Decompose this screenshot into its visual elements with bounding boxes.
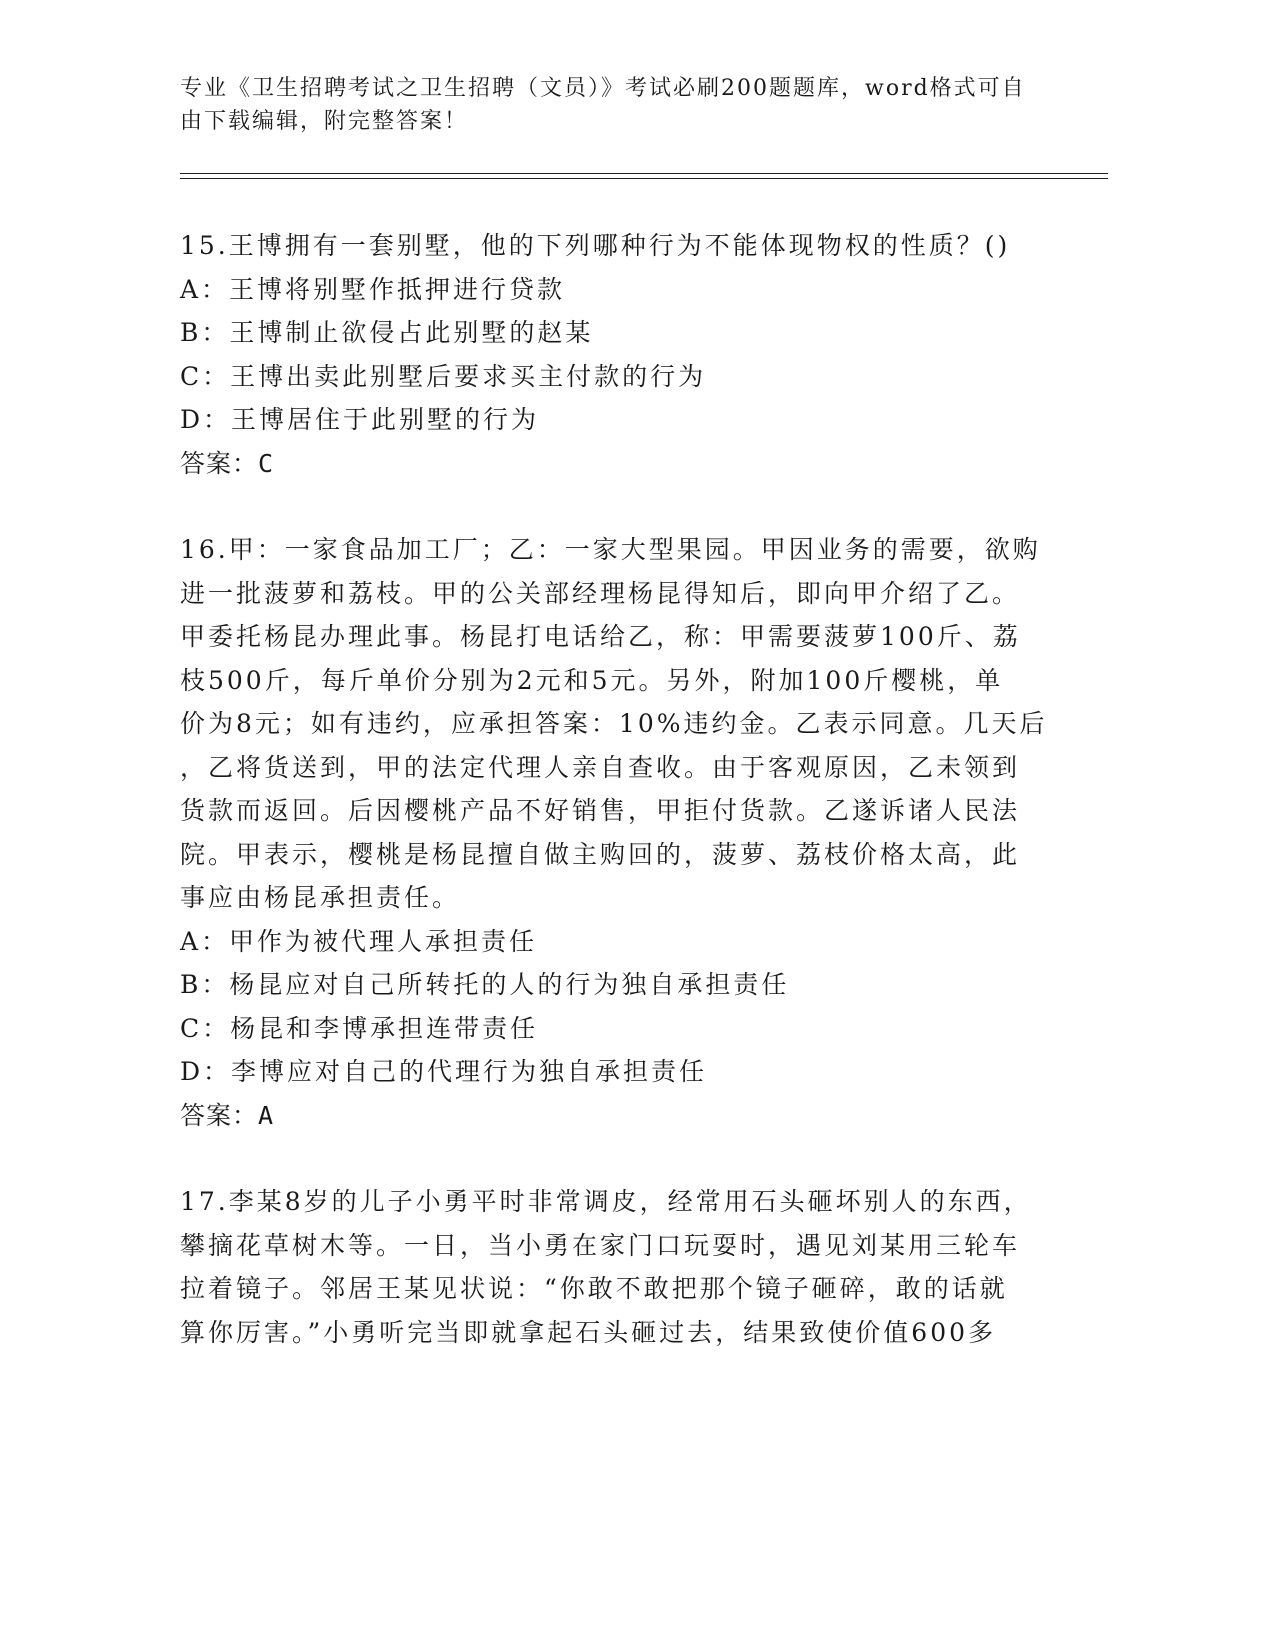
document-header <box>180 72 1040 138</box>
question-stem-line: 枝500斤，每斤单价分别为2元和5元。另外，附加100斤樱桃，单 <box>180 665 1004 695</box>
question-stem-line: 甲委托杨昆办理此事。杨昆打电话给乙，称：甲需要菠萝100斤、荔 <box>180 622 1021 651</box>
question-stem-line: 事应由杨昆承担责任。 <box>180 883 461 912</box>
answer-option: B：杨昆应对自己所转托的人的行为独自承担责任 <box>180 970 790 999</box>
answer-option: B：王博制止欲侵占此别墅的赵某 <box>180 318 594 347</box>
header-divider-bottom <box>180 178 1108 179</box>
answer-option: A：王博将别墅作抵押进行贷款 <box>180 274 566 304</box>
answer-option: C：王博出卖此别墅后要求买主付款的行为 <box>180 361 707 391</box>
question-stem-line: 货款而返回。后因樱桃产品不好销售，甲拒付货款。乙遂诉诸人民法 <box>180 796 1021 825</box>
answer-option: D：李博应对自己的代理行为独自承担责任 <box>180 1057 708 1086</box>
header-divider-top <box>180 173 1108 174</box>
question-stem-line: 算你厉害。”小勇听完当即就拿起石头砸过去，结果致使价值600多 <box>180 1317 997 1347</box>
question-block <box>180 1180 1040 1354</box>
question-list <box>180 224 1048 1397</box>
answer-label: 答案： <box>180 1100 259 1130</box>
answer-key <box>180 1094 1040 1138</box>
question-stem-line: 17.李某8岁的儿子小勇平时非常调皮，经常用石头砸坏别人的东西， <box>180 1187 1032 1216</box>
question-stem-line: 拉着镜子。邻居王某见状说：“你敢不敢把那个镜子砸碎，敢的话就 <box>180 1274 1008 1303</box>
answer-value: A <box>258 1100 275 1130</box>
answer-option: A：甲作为被代理人承担责任 <box>180 926 538 956</box>
question-stem-line: 进一批菠萝和荔枝。甲的公关部经理杨昆得知后，即向甲介绍了乙。 <box>180 578 1021 608</box>
question-block <box>180 528 1048 1137</box>
answer-value: C <box>258 448 275 478</box>
answer-option: D：王博居住于此别墅的行为 <box>180 405 540 434</box>
answer-option: C：杨昆和李博承担连带责任 <box>180 1013 539 1043</box>
question-stem-line: 15.王博拥有一套别墅，他的下列哪种行为不能体现物权的性质？() <box>180 231 1011 260</box>
header-line-1: 专业《卫生招聘考试之卫生招聘（文员）》考试必刷200题题库，word格式可自 <box>180 76 1026 101</box>
answer-label: 答案： <box>180 448 259 478</box>
question-stem-line: 攀摘花草树木等。一日，当小勇在家门口玩耍时，遇见刘某用三轮车 <box>180 1230 1021 1260</box>
answer-key <box>180 442 1040 486</box>
question-stem-line: 价为8元；如有违约，应承担答案：10%违约金。乙表示同意。几天后 <box>180 709 1048 738</box>
header-line-2: 由下载编辑，附完整答案！ <box>180 109 469 134</box>
question-stem-line: 院。甲表示，樱桃是杨昆擅自做主购回的，菠萝、荔枝价格太高，此 <box>180 839 1021 869</box>
question-stem-line: 16.甲：一家食品加工厂；乙：一家大型果园。甲因业务的需要，欲购 <box>180 535 1041 564</box>
question-block <box>180 224 1040 485</box>
question-stem-line: ，乙将货送到，甲的法定代理人亲自查收。由于客观原因，乙未领到 <box>180 752 1021 782</box>
